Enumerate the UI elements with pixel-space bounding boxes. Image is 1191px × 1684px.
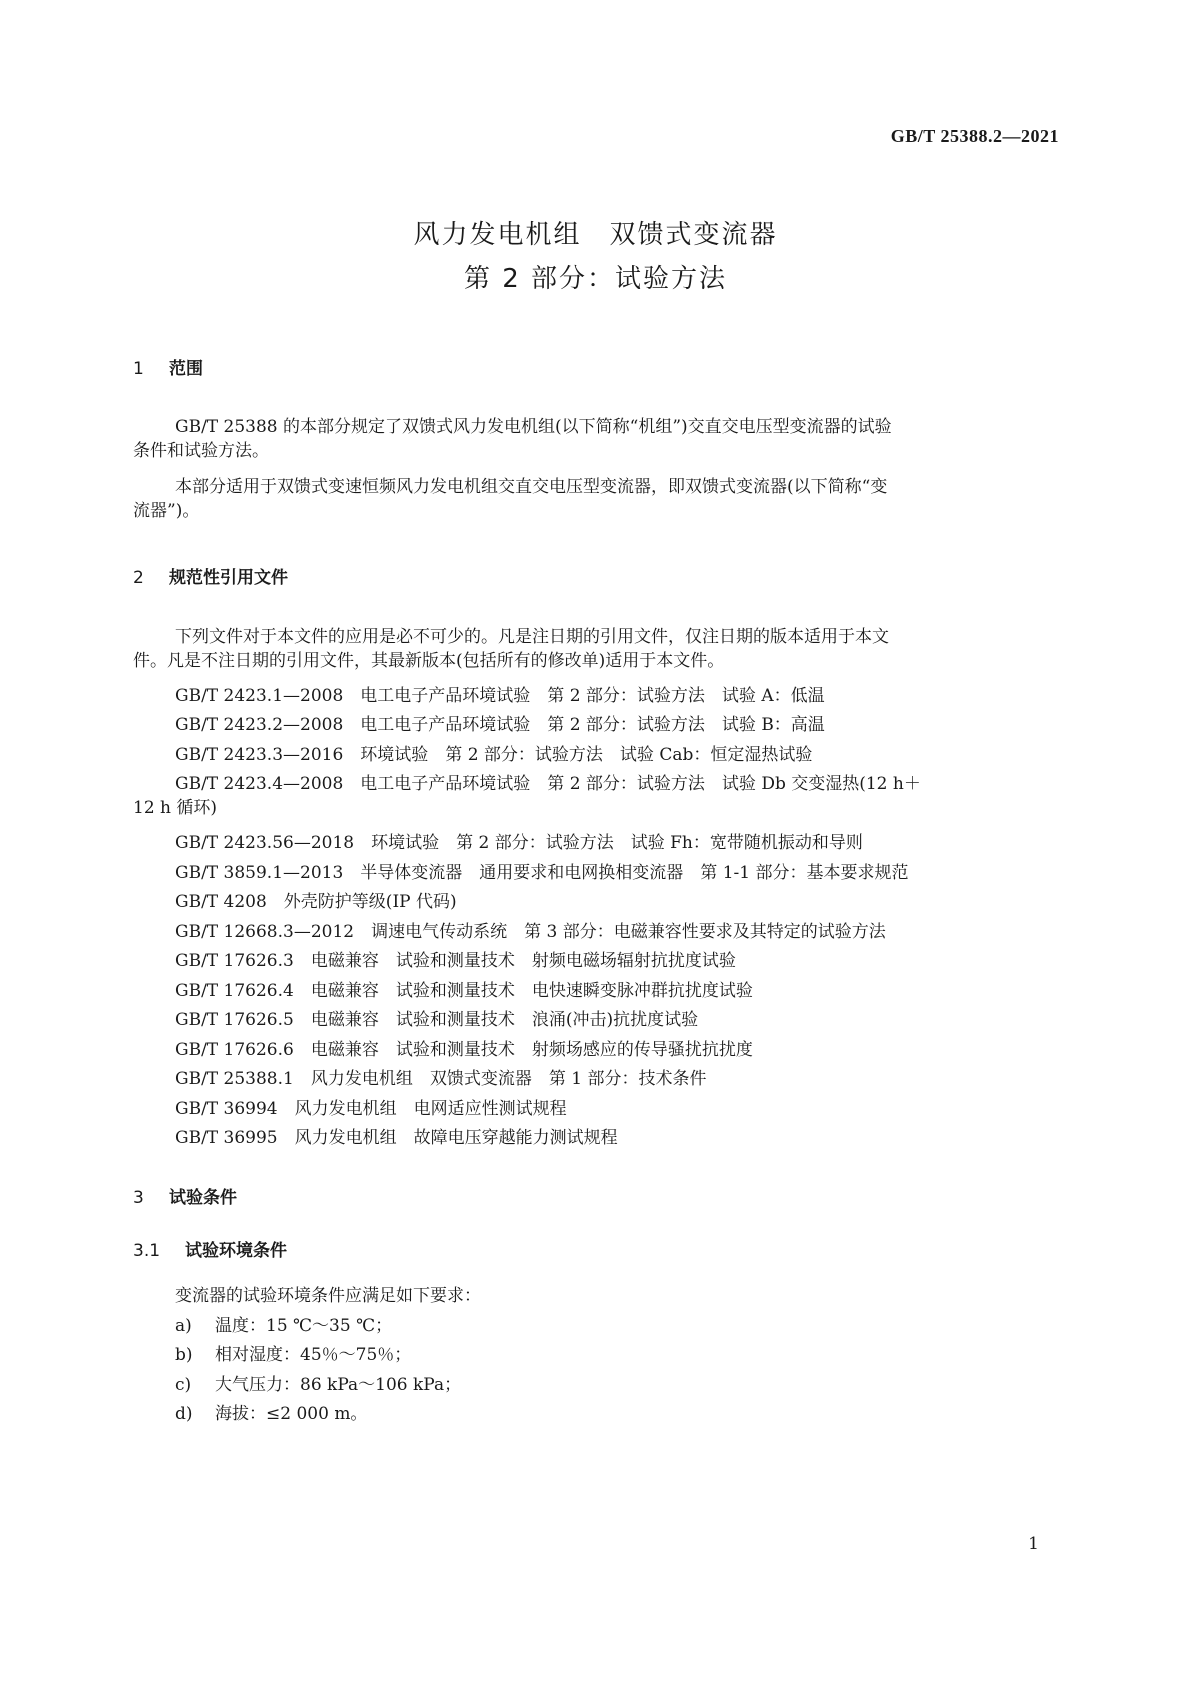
section-number: 1 — [133, 359, 144, 379]
section-title: 规范性引用文件 — [169, 568, 288, 588]
section-2-heading — [133, 563, 288, 588]
section-number: 2 — [133, 568, 144, 588]
reference-item: GB/T 2423.2—2008 电工电子产品环境试验 第 2 部分：试验方法 试验 B：高温 — [175, 715, 825, 735]
paragraph-line: 件。凡是不注日期的引用文件，其最新版本(包括所有的修改单)适用于本文件。 — [133, 651, 725, 671]
list-label: b) — [175, 1345, 193, 1365]
reference-item: GB/T 25388.1 风力发电机组 双馈式变流器 第 1 部分：技术条件 — [175, 1069, 707, 1089]
reference-item: GB/T 2423.4—2008 电工电子产品环境试验 第 2 部分：试验方法 试验 Db 交变湿热(12 h＋ — [175, 774, 921, 794]
section-3-heading — [133, 1183, 237, 1208]
subsection-3-1-heading — [133, 1236, 287, 1261]
section-1-heading — [133, 354, 203, 379]
subsection-title: 试验环境条件 — [185, 1241, 287, 1261]
list-item — [175, 1399, 367, 1424]
reference-item: GB/T 17626.3 电磁兼容 试验和测量技术 射频电磁场辐射抗扰度试验 — [175, 951, 736, 971]
reference-item: GB/T 4208 外壳防护等级(IP 代码) — [175, 892, 457, 912]
paragraph-line: GB/T 25388 的本部分规定了双馈式风力发电机组(以下简称“机组”)交直交电压型变流器的试验 — [175, 417, 892, 437]
subsection-number: 3.1 — [133, 1241, 161, 1261]
paragraph-line: 变流器的试验环境条件应满足如下要求： — [175, 1286, 481, 1306]
section-number: 3 — [133, 1188, 144, 1208]
paragraph-line: 条件和试验方法。 — [133, 441, 269, 461]
list-label: c) — [175, 1375, 192, 1395]
reference-item: GB/T 3859.1—2013 半导体变流器 通用要求和电网换相变流器 第 1-1 部分：基本要求规范 — [175, 863, 909, 883]
reference-item: GB/T 2423.56—2018 环境试验 第 2 部分：试验方法 试验 Fh：宽带随机振动和导则 — [175, 833, 863, 853]
document-number: GB/T 25388.2—2021 — [890, 126, 1059, 146]
reference-item-continuation: 12 h 循环) — [133, 798, 218, 818]
section-title: 试验条件 — [169, 1188, 237, 1208]
reference-item: GB/T 17626.5 电磁兼容 试验和测量技术 浪涌(冲击)抗扰度试验 — [175, 1010, 699, 1030]
reference-item: GB/T 12668.3—2012 调速电气传动系统 第 3 部分：电磁兼容性要求及其特定的试验方法 — [175, 922, 886, 942]
title-line-1: 风力发电机组 双馈式变流器 — [413, 220, 778, 250]
reference-item: GB/T 17626.4 电磁兼容 试验和测量技术 电快速瞬变脉冲群抗扰度试验 — [175, 981, 753, 1001]
list-text: 温度：15 ℃～35 ℃； — [215, 1316, 393, 1336]
list-text: 大气压力：86 kPa～106 kPa； — [215, 1375, 462, 1395]
list-item — [175, 1370, 461, 1395]
reference-item: GB/T 2423.3—2016 环境试验 第 2 部分：试验方法 试验 Cab：恒定湿热试验 — [175, 745, 813, 765]
page-number: 1 — [1028, 1534, 1039, 1554]
reference-item: GB/T 36995 风力发电机组 故障电压穿越能力测试规程 — [175, 1128, 618, 1148]
list-label: a) — [175, 1316, 192, 1336]
list-item — [175, 1340, 411, 1365]
reference-item: GB/T 36994 风力发电机组 电网适应性测试规程 — [175, 1099, 567, 1119]
reference-item: GB/T 17626.6 电磁兼容 试验和测量技术 射频场感应的传导骚扰抗扰度 — [175, 1040, 753, 1060]
paragraph-line: 流器”)。 — [133, 501, 200, 521]
list-text: 海拔：≤2 000 m。 — [215, 1404, 368, 1424]
list-text: 相对湿度：45％～75％； — [215, 1345, 412, 1365]
section-title: 范围 — [169, 359, 203, 379]
list-label: d) — [175, 1404, 193, 1424]
list-item — [175, 1311, 392, 1336]
paragraph-line: 下列文件对于本文件的应用是必不可少的。凡是注日期的引用文件，仅注日期的版本适用于本文 — [175, 627, 889, 647]
title-line-2: 第 2 部分：试验方法 — [463, 264, 728, 294]
paragraph-line: 本部分适用于双馈式变速恒频风力发电机组交直交电压型变流器，即双馈式变流器(以下简称“变 — [175, 477, 888, 497]
reference-item: GB/T 2423.1—2008 电工电子产品环境试验 第 2 部分：试验方法 试验 A：低温 — [175, 686, 825, 706]
